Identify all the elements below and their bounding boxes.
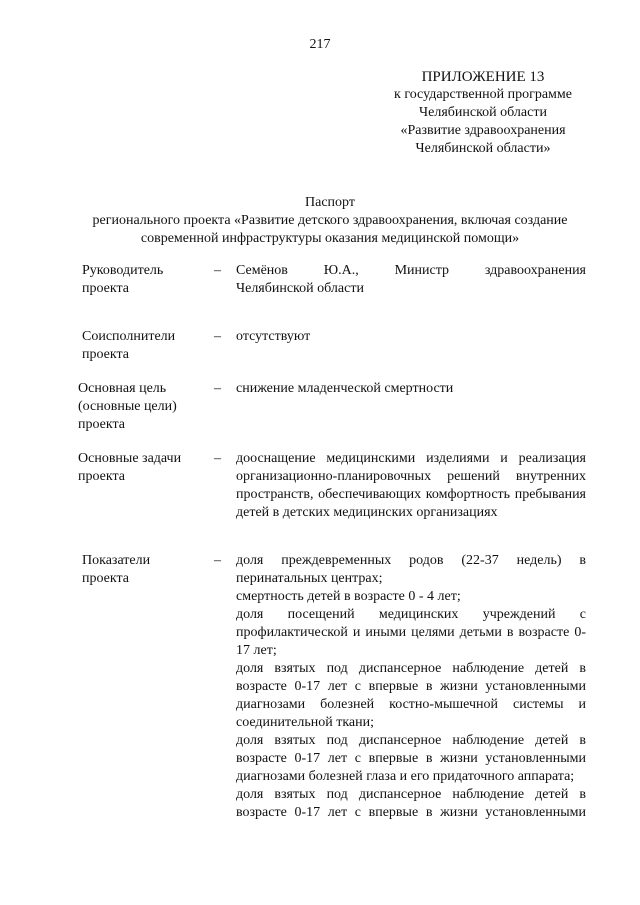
row-value	[236, 262, 586, 298]
value-line	[236, 262, 586, 280]
row-label: Основная цель (основные цели) проекта	[78, 381, 177, 432]
indicator-item: доля взятых под диспансерное наблюдение детей в возрасте 0-17 лет с впервые в жизни установленными диагнозами болезней костно-мышечной системы и соединительной ткани;	[236, 661, 586, 730]
indicator-list	[236, 552, 586, 822]
row-label: Показатели проекта	[82, 553, 151, 586]
dash: –	[214, 263, 221, 278]
row-value	[236, 450, 586, 522]
indicator-item: доля преждевременных родов (22-37 недель) в перинатальных центрах;	[236, 553, 586, 586]
indicator-item: доля взятых под диспансерное наблюдение детей в возрасте 0-17 лет с впервые в жизни установленными диагнозами болезней глаза и его придаточного аппарата;	[236, 733, 586, 784]
appendix-line: Челябинской области	[419, 105, 547, 120]
dash: –	[214, 553, 221, 568]
passport-subtitle-line: регионального проекта «Развитие детского здравоохранения, включая создание	[92, 213, 568, 228]
appendix-line: «Развитие здравоохранения	[400, 123, 566, 138]
passport-subtitle-line: современной инфраструктуры оказания медицинской помощи»	[140, 231, 520, 246]
dash: –	[214, 451, 221, 466]
value-word: здравоохранения	[484, 263, 586, 278]
dash: –	[214, 329, 221, 344]
value-line: Челябинской области	[236, 281, 364, 296]
row-value: отсутствуют	[236, 329, 311, 344]
indicator-item: доля взятых под диспансерное наблюдение детей в возрасте 0-17 лет с впервые в жизни установленными	[236, 787, 586, 820]
dash: –	[214, 381, 221, 396]
indicator-item: доля посещений медицинских учреждений с профилактической и иными целями детьми в возрасте 0-17 лет;	[236, 607, 586, 658]
row-value: снижение младенческой смертности	[236, 381, 454, 396]
row-label: Основные задачи проекта	[78, 451, 182, 484]
row-label: Соисполнители проекта	[82, 329, 176, 362]
row-label: Руководитель проекта	[82, 263, 164, 296]
page-number: 217	[309, 37, 331, 52]
value-paragraph: дооснащение медицинскими изделиями и реализация организационно-планировочных решений внутренних пространств, обеспечивающих комфортность пребывания детей в детских медицинских организациях	[236, 451, 586, 520]
value-word: Семёнов	[236, 263, 288, 278]
value-word: Ю.А.,	[323, 263, 359, 278]
passport-heading	[60, 194, 600, 248]
appendix-line: к государственной программе	[394, 87, 572, 102]
appendix-title: ПРИЛОЖЕНИЕ 13	[421, 69, 545, 85]
appendix-line: Челябинской области»	[415, 141, 551, 156]
passport-title: Паспорт	[305, 195, 355, 210]
value-word: Министр	[394, 263, 450, 278]
indicator-item: смертность детей в возрасте 0 - 4 лет;	[236, 589, 461, 604]
appendix-header	[378, 68, 588, 158]
